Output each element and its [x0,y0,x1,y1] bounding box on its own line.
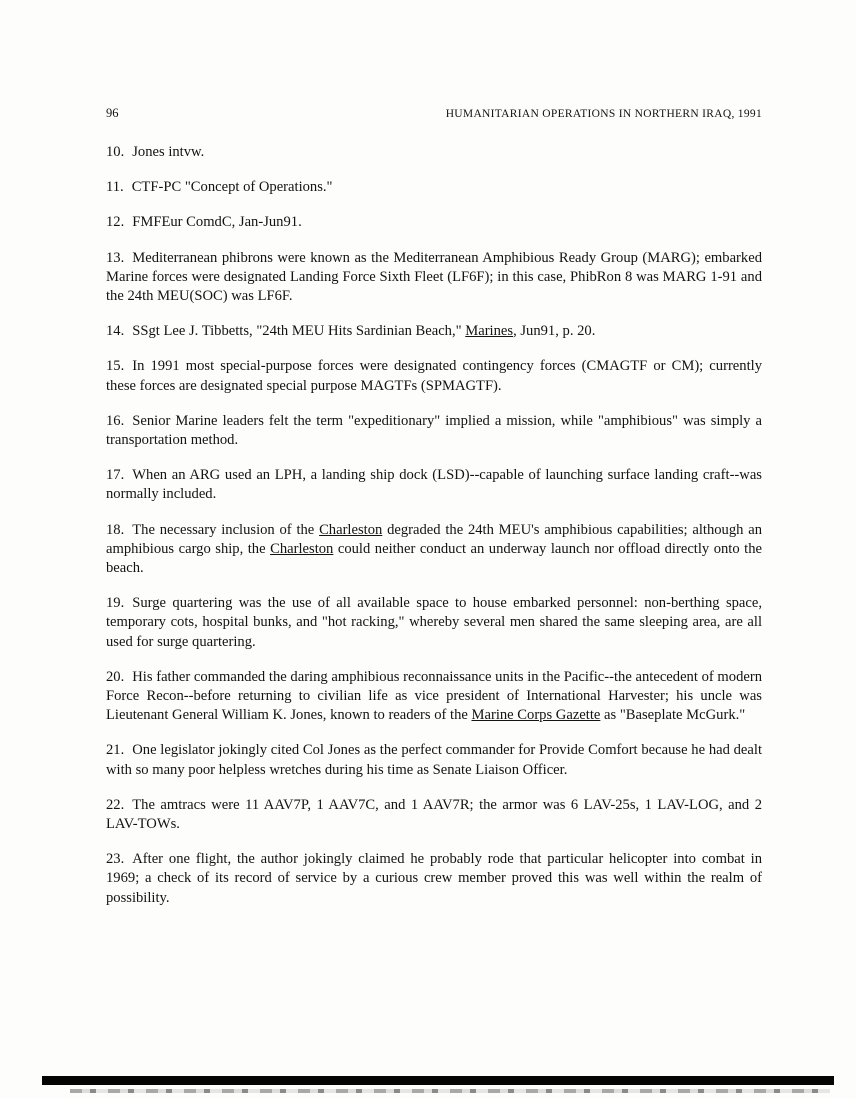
note-number: 13. [106,249,125,266]
note-number: 19. [106,595,125,612]
note-number: 16. [106,412,125,429]
note-number: 22. [106,796,125,813]
note-number: 18. [106,521,125,538]
endnote [106,143,762,162]
note-number: 11. [106,179,124,196]
endnotes [106,143,762,908]
underlined-title: Marines [465,323,514,340]
note-text: degraded the 24th MEU's amphibious capabilities; although an amphibious cargo ship, the [106,521,762,557]
endnote [106,249,762,307]
note-text: SSgt Lee J. Tibbetts, "24th MEU Hits Sardinian Beach," [132,323,466,340]
endnote [106,213,762,232]
underlined-title: Marine Corps Gazette [471,707,601,724]
note-text: as "Baseplate McGurk." [600,707,746,724]
endnote [106,668,762,726]
note-number: 23. [106,851,125,868]
running-head [106,106,762,121]
note-text: , Jun91, p. 20. [513,323,596,340]
note-number: 15. [106,358,125,375]
underlined-title: Charleston [270,540,334,557]
endnote [106,521,762,579]
note-number: 21. [106,742,125,759]
note-text: could neither conduct an underway launch nor offload directly onto the beach. [106,540,762,577]
note-number: 12. [106,214,125,231]
endnote [106,357,762,395]
endnote [106,796,762,834]
note-text: One legislator jokingly cited Col Jones as the perfect commander for Provide Comfort because he had dealt with so many poor helpless wretches during his time as Senate Liaison Officer. [106,742,762,778]
scan-artifact-edge [70,1089,830,1093]
note-text: Surge quartering was the use of all available space to house embarked personnel: non-berthing space, temporary cots, hospital bunks, and "hot racking," whereby several men shared the same sleeping area, are all used for surge quartering. [106,595,762,650]
note-number: 14. [106,323,125,340]
note-text: FMFEur ComdC, Jan-Jun91. [132,214,302,231]
endnote [106,178,762,197]
scan-artifact-bar [42,1076,834,1085]
note-number: 17. [106,467,125,484]
endnote [106,741,762,779]
note-text: When an ARG used an LPH, a landing ship dock (LSD)--capable of launching surface landing craft--was normally included. [106,467,762,503]
endnote [106,594,762,652]
running-header-title: HUMANITARIAN OPERATIONS IN NORTHERN IRAQ, 1991 [445,108,762,120]
endnote [106,412,762,450]
note-text: His father commanded the daring amphibious reconnaissance units in the Pacific--the antecedent of modern Force Recon--before returning to civilian life as vice president of International Harvester; his uncle was Lieutenant General William K. Jones, known to readers of the [106,668,762,724]
note-text: Mediterranean phibrons were known as the Mediterranean Amphibious Ready Group (MARG); embarked Marine forces were designated Landing Force Sixth Fleet (LF6F); in this case, PhibRon 8 was MARG 1-91 and the 24th MEU(SOC) was LF6F. [106,249,762,305]
page-number: 96 [106,106,119,120]
note-text: CTF-PC "Concept of Operations." [131,179,333,196]
endnote [106,466,762,504]
endnote [106,322,762,341]
note-text: The necessary inclusion of the [132,521,320,538]
note-number: 10. [106,144,125,160]
note-text: Jones intvw. [132,144,205,160]
note-number: 20. [106,668,125,685]
page-content [106,106,762,924]
note-text: The amtracs were 11 AAV7P, 1 AAV7C, and 1 AAV7R; the armor was 6 LAV-25s, 1 LAV-LOG, and 2 LAV-TOWs. [106,796,762,833]
endnote [106,850,762,908]
underlined-title: Charleston [319,521,383,538]
note-text: After one flight, the author jokingly claimed he probably rode that particular helicopter into combat in 1969; a check of its record of service by a curious crew member proved this was well within the realm of possibility. [106,851,762,906]
note-text: Senior Marine leaders felt the term "expeditionary" implied a mission, while "amphibious" was simply a transportation method. [106,412,762,449]
note-text: In 1991 most special-purpose forces were designated contingency forces (CMAGTF or CM); currently these forces are designated special purpose MAGTFs (SPMAGTF). [106,358,762,394]
